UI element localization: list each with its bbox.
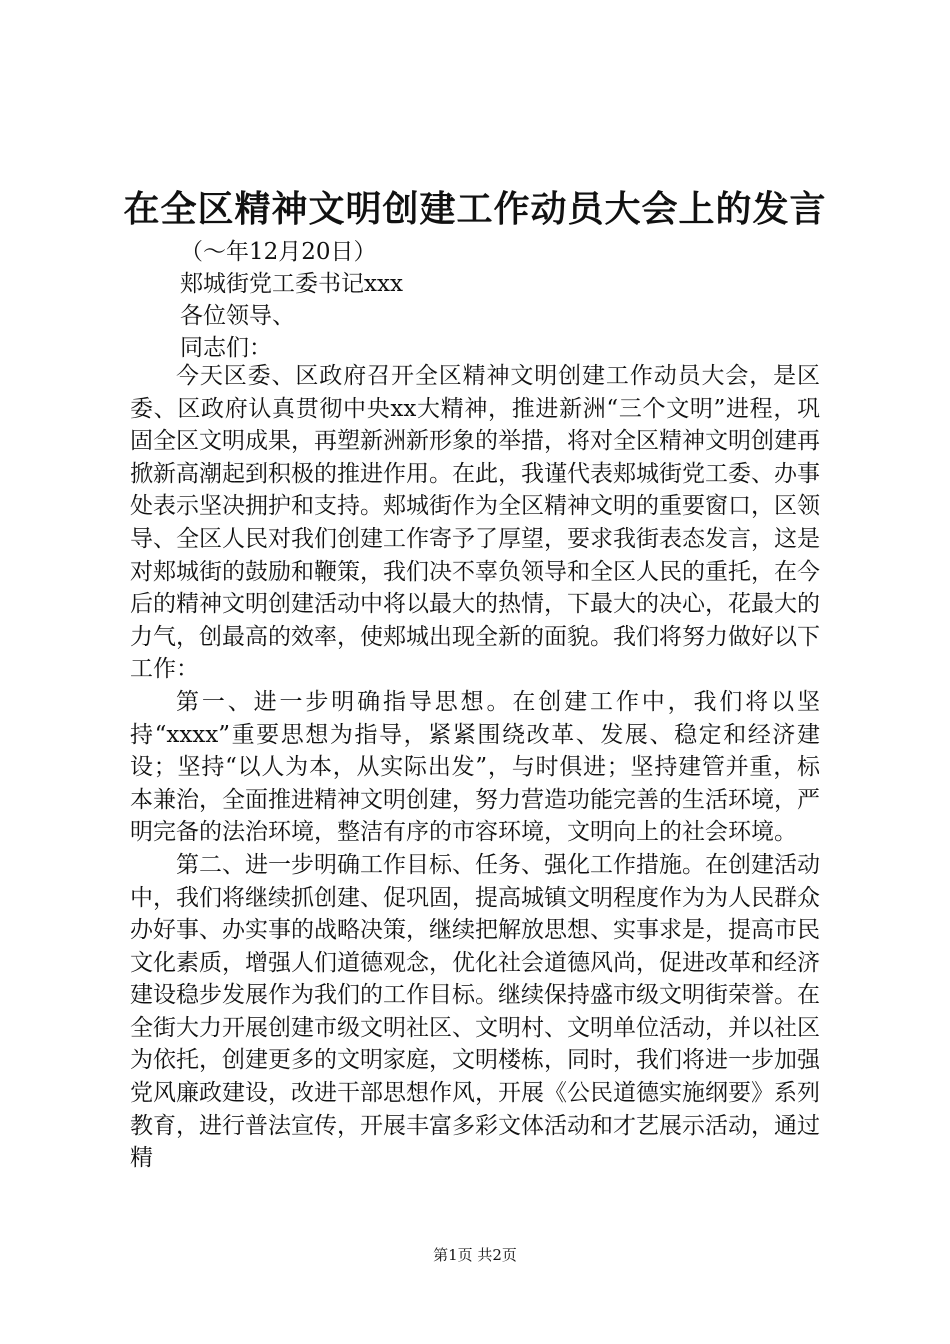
paragraph-second-point: 第二、进一步明确工作目标、任务、强化工作措施。在创建活动中，我们将继续抓创建、促巩固，提高城镇文明程度作为为人民群众办好事、办实事的战略决策，继续把解放思想、实事求是，提高市民文化素质，增强人们道德观念，优化社会道德风尚，促进改革和经济建设稳步发展作为我们的工作目标。继续保持盛市级文明街荣誉。在全街大力开展创建市级文明社区、文明村、文明单位活动，并以社区为依托，创建更多的文明家庭，文明楼栋，同时，我们将进一步加强党风廉政建设，改进干部思想作风，开展《公民道德实施纲要》系列教育，进行普法宣传，开展丰富多彩文体活动和才艺展示活动，通过精	[130, 851, 820, 1172]
speech-body	[130, 360, 820, 1175]
page-title: 在全区精神文明创建工作动员大会上的发言	[123, 188, 827, 230]
author-line: 郏城街党工委书记xxx	[180, 271, 403, 297]
date-line: （～年12月20日）	[180, 239, 377, 265]
paragraph-opening: 今天区委、区政府召开全区精神文明创建工作动员大会，是区委、区政府认真贯彻中央xx大精神，推进新洲“三个文明”进程，巩固全区文明成果，再塑新洲新形象的举措，将对全区精神文明创建再掀新高潮起到积极的推进作用。在此，我谨代表郏城街党工委、办事处表示坚决拥护和支持。郏城街作为全区精神文明的重要窗口，区领导、全区人民对我们创建工作寄予了厚望，要求我街表态发言，这是对郏城街的鼓励和鞭策，我们决不辜负领导和全区人民的重托，在今后的精神文明创建活动中将以最大的热情，下最大的决心，花最大的力气，创最高的效率，使郏城出现全新的面貌。我们将努力做好以下工作：	[130, 363, 820, 683]
paragraph-first-point: 第一、进一步明确指导思想。在创建工作中，我们将以坚持“xxxx”重要思想为指导，紧紧围绕改革、发展、稳定和经济建设；坚持“以人为本，从实际出发”，与时俱进；坚持建管并重，标本兼治，全面推进精神文明创建，努力营造功能完善的生活环境，严明完备的法治环境，整洁有序的市容环境，文明向上的社会环境。	[130, 688, 820, 846]
salutation-leaders: 各位领导、	[180, 303, 295, 329]
salutation-comrades: 同志们：	[180, 335, 272, 361]
page-number-footer: 第1页 共2页	[433, 1246, 517, 1264]
